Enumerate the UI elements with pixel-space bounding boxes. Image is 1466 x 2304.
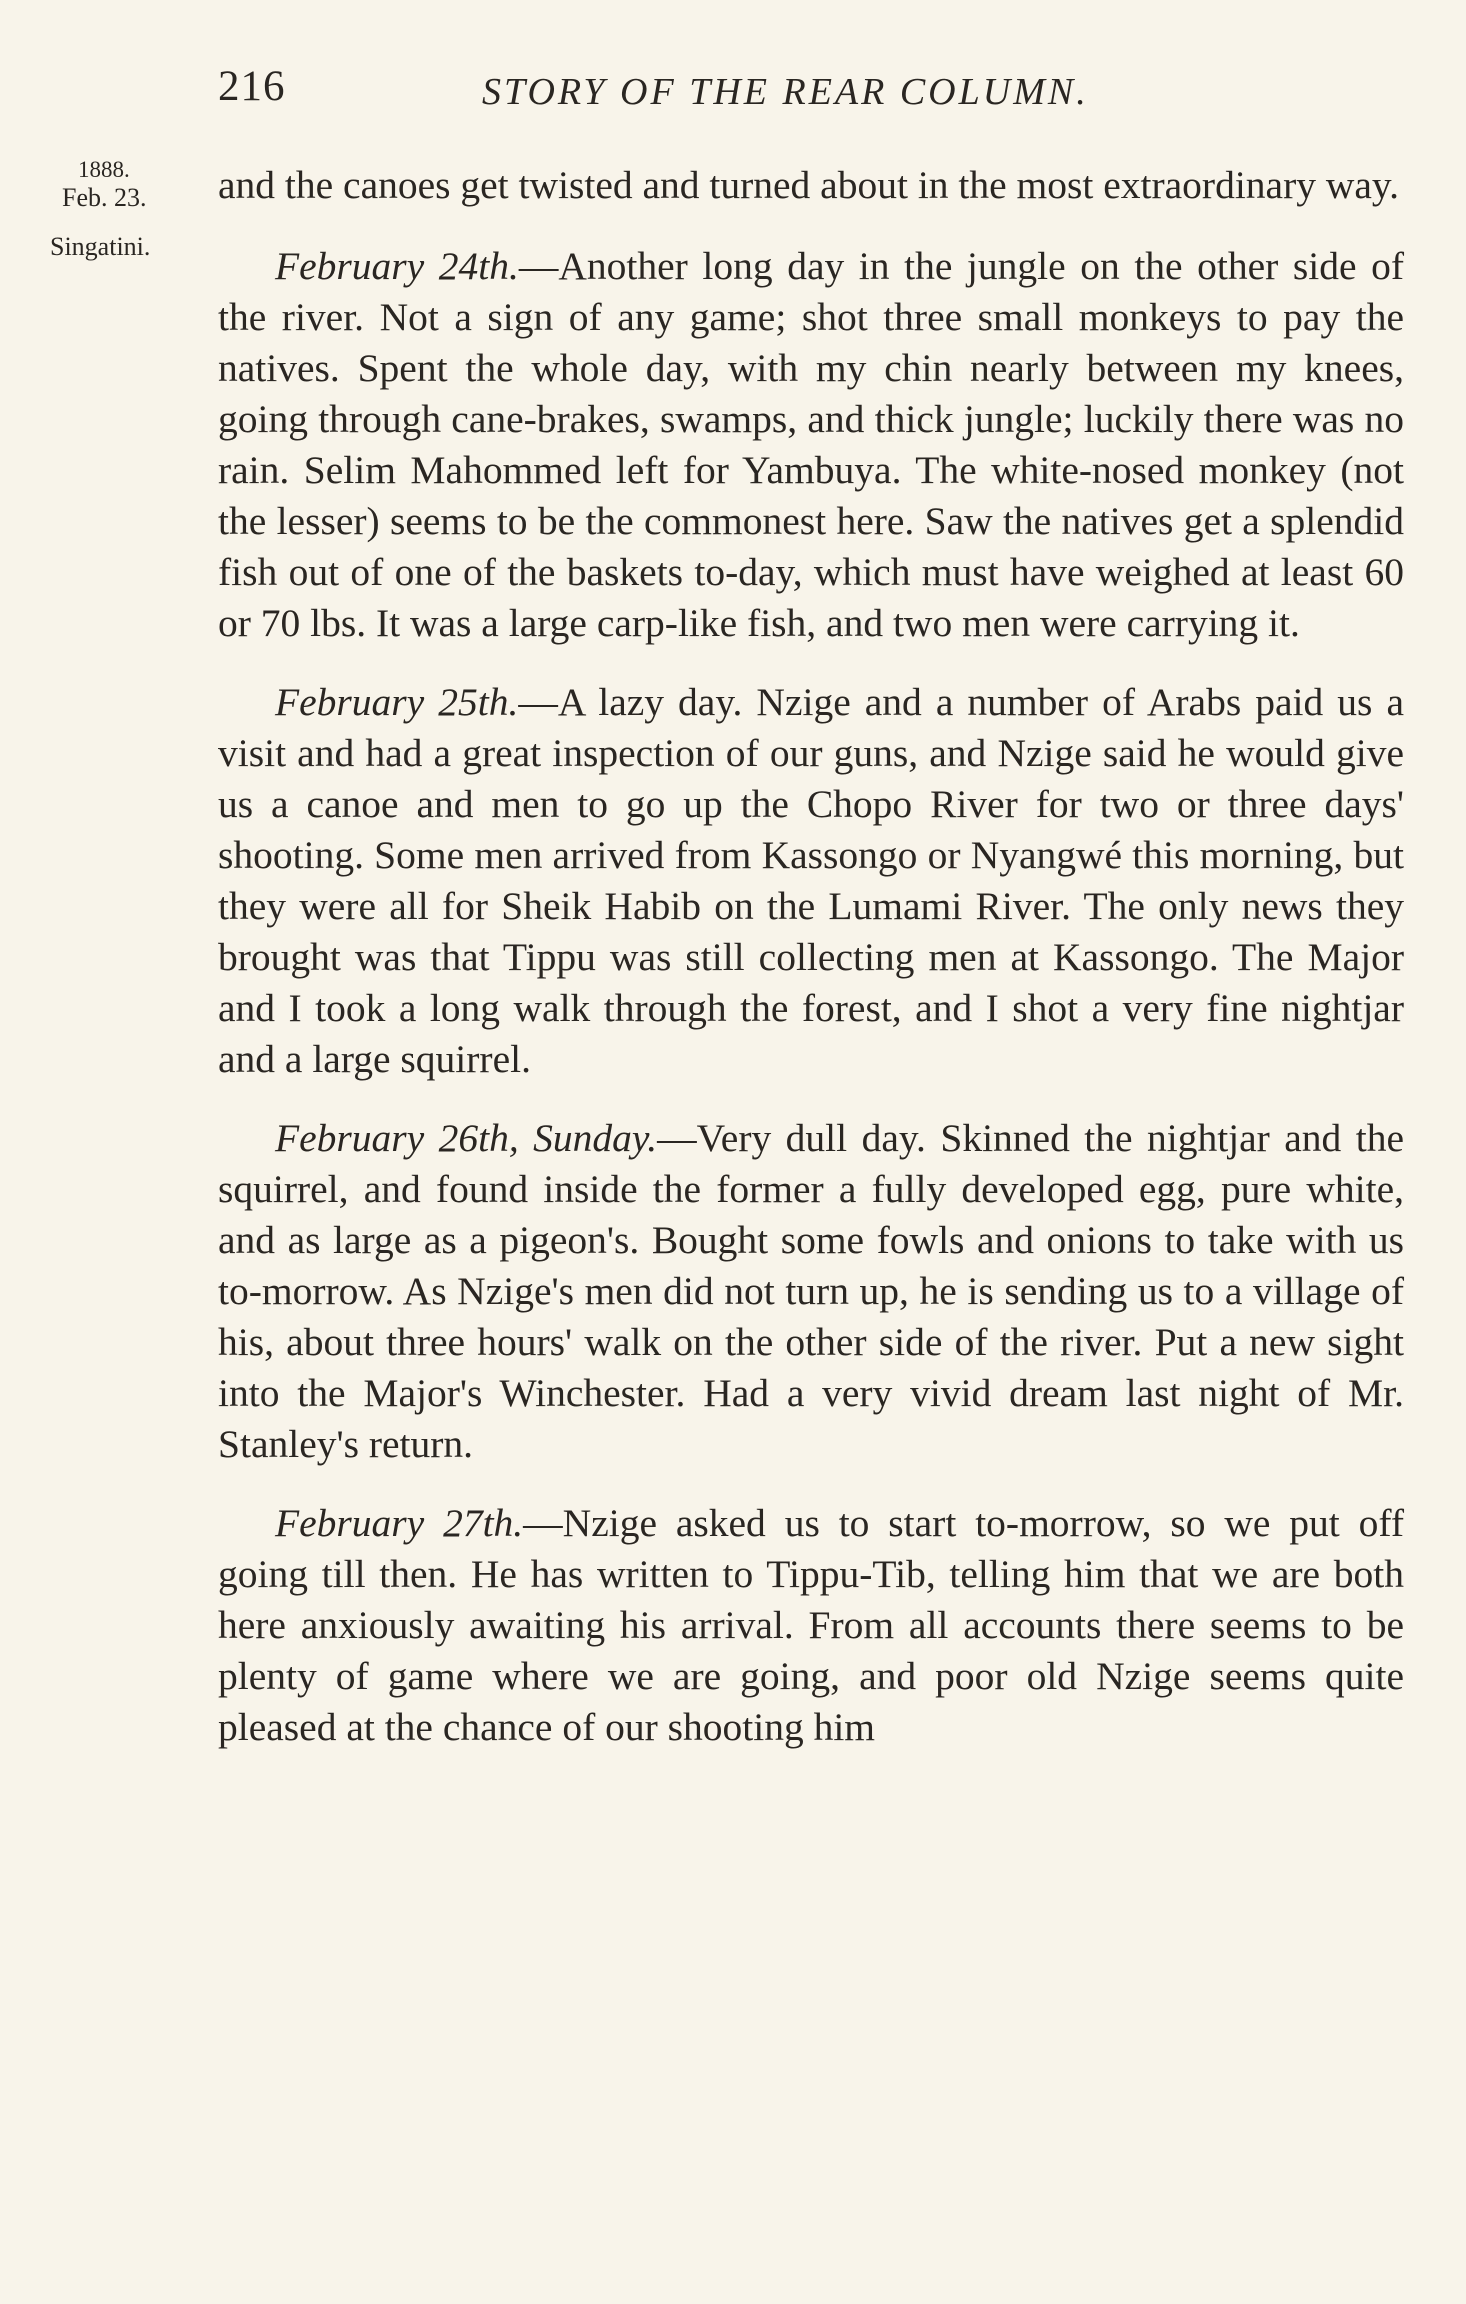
entry-text: —Very dull day. Skinned the nightjar and the squirrel, and found inside the former a fully developed egg, pure white, and as large as a pigeon's. Bought some fowls and onions to take with us to-morrow. As Nzige's men did not turn up, he is sending us to a village of his, about three hours' walk on the other side of the river. Put a new sight into the Major's Winchester. Had a very vivid dream last night of Mr. Stanley's return. xyxy=(218,1116,1404,1466)
entry-date: February 25th. xyxy=(275,680,519,724)
entry-text: —Nzige asked us to start to-morrow, so we put off going till then. He has written to Tippu-Tib, telling him that we are both here anxiously awaiting his arrival. From all accounts there seems to be plenty of game where we are going, and poor old Nzige seems quite pleased at the chance of our shooting him xyxy=(218,1501,1404,1749)
diary-entry-feb-27 xyxy=(218,1498,1404,1753)
diary-entry-feb-26 xyxy=(218,1113,1404,1470)
entry-text: —A lazy day. Nzige and a number of Arabs paid us a visit and had a great inspection of our guns, and Nzige said he would give us a canoe and men to go up the Chopo River for two or three days' shooting. Some men arrived from Kassongo or Nyangwé this morning, but they were all for Sheik Habib on the Lumami River. The only news they brought was that Tippu was still collecting men at Kassongo. The Major and I took a long walk through the forest, and I shot a very fine nightjar and a large squirrel. xyxy=(218,680,1404,1081)
body-text xyxy=(218,160,1404,1781)
running-head: STORY OF THE REAR COLUMN. xyxy=(482,71,1089,113)
paragraph-continued xyxy=(218,160,1404,211)
entry-text: —Another long day in the jungle on the other side of the river. Not a sign of any game; shot three small monkeys to pay the natives. Spent the whole day, with my chin nearly between my knees, going through cane-brakes, swamps, and thick jungle; luckily there was no rain. Selim Mahommed left for Yambuya. The white-nosed monkey (not the lesser) seems to be the commonest here. Saw the natives get a splendid fish out of one of the baskets to-day, which must have weighed at least 60 or 70 lbs. It was a large carp-like fish, and two men were carrying it. xyxy=(218,244,1404,645)
margin-note-date: Feb. 23. xyxy=(62,182,147,212)
margin-note xyxy=(50,156,210,262)
margin-note-place: Singatini. xyxy=(50,231,151,261)
diary-entry-feb-24 xyxy=(218,241,1404,649)
entry-date: February 27th. xyxy=(275,1501,524,1545)
paragraph-text: and the canoes get twisted and turned about in the most extraordinary way. xyxy=(218,163,1399,207)
diary-entry-feb-25 xyxy=(218,677,1404,1085)
entry-date: February 24th. xyxy=(275,244,519,288)
page-number: 216 xyxy=(218,63,286,110)
entry-date: February 26th, Sunday. xyxy=(275,1116,658,1160)
margin-note-year: 1888. xyxy=(78,157,130,182)
